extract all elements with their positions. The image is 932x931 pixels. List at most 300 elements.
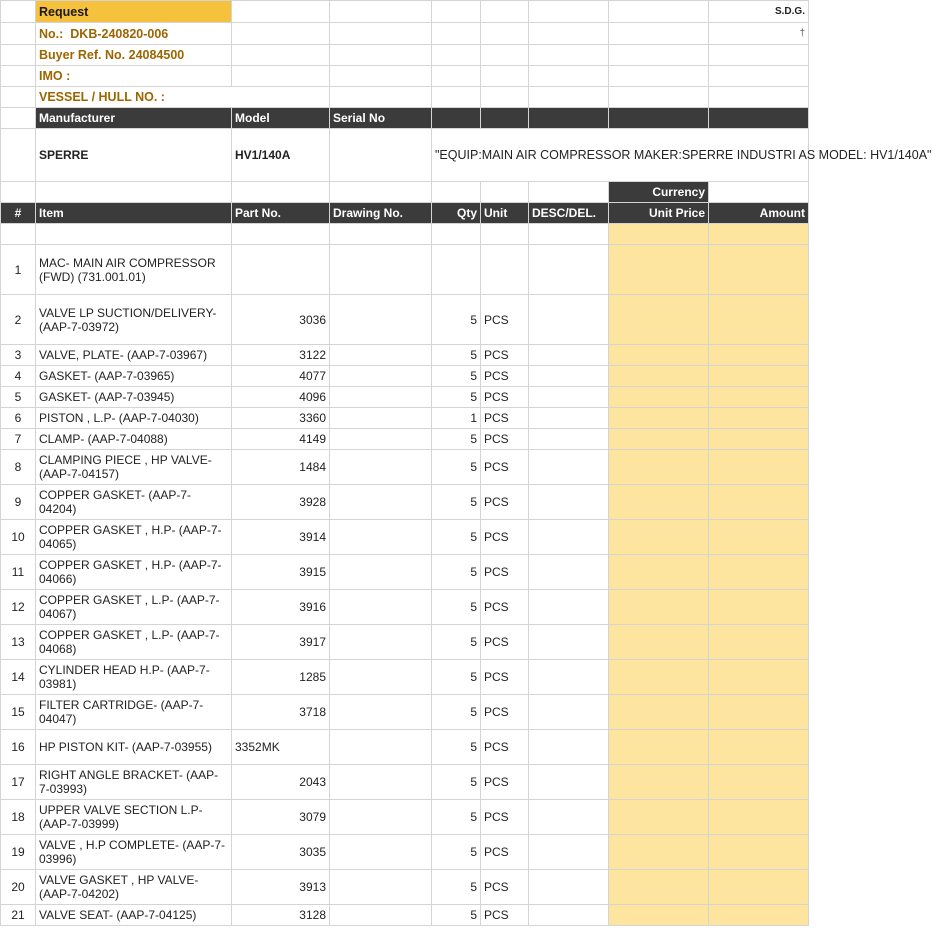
row-unit-price[interactable]: [609, 730, 709, 765]
dagger-mark[interactable]: †: [709, 23, 809, 45]
row-desc[interactable]: [529, 730, 609, 765]
row-amount[interactable]: [709, 429, 809, 450]
row-drawing-no[interactable]: [330, 345, 432, 366]
row-drawing-no[interactable]: [330, 695, 432, 730]
cell[interactable]: [330, 87, 432, 108]
cell[interactable]: [709, 87, 809, 108]
row-item[interactable]: CYLINDER HEAD H.P- (AAP-7-03981): [36, 660, 232, 695]
row-qty[interactable]: 1: [432, 408, 481, 429]
cell[interactable]: [1, 108, 36, 129]
model-value[interactable]: HV1/140A: [232, 129, 330, 182]
row-unit-price[interactable]: [609, 450, 709, 485]
table-row[interactable]: [1, 835, 809, 870]
row-part-no[interactable]: 3913: [232, 870, 330, 905]
row-num[interactable]: 15: [1, 695, 36, 730]
row-desc[interactable]: [529, 450, 609, 485]
row-amount[interactable]: [709, 520, 809, 555]
row-drawing-no[interactable]: [330, 295, 432, 345]
request-no-label: No.:: [39, 26, 64, 41]
row-unit-price[interactable]: [609, 485, 709, 520]
row-desc[interactable]: [529, 800, 609, 835]
row-amount[interactable]: [709, 590, 809, 625]
row-unit[interactable]: PCS: [481, 520, 529, 555]
row-part-no[interactable]: 3035: [232, 835, 330, 870]
cell[interactable]: [432, 23, 481, 45]
buyer-ref-value: 24084500: [128, 48, 185, 62]
row-item[interactable]: COPPER GASKET , L.P- (AAP-7-04068): [36, 625, 232, 660]
cell[interactable]: [529, 23, 609, 45]
cell[interactable]: [1, 45, 36, 66]
cell[interactable]: [481, 182, 529, 203]
row-qty[interactable]: 5: [432, 905, 481, 926]
request-no-value: DKB-240820-006: [70, 26, 169, 41]
row-qty[interactable]: 5: [432, 555, 481, 590]
cell[interactable]: [432, 45, 481, 66]
row-desc[interactable]: [529, 245, 609, 295]
table-row[interactable]: [1, 429, 809, 450]
request-title[interactable]: Request: [36, 1, 232, 23]
row-unit-price[interactable]: [609, 765, 709, 800]
row-qty[interactable]: 5: [432, 660, 481, 695]
header-cell[interactable]: [481, 108, 529, 129]
row-unit-price[interactable]: [609, 835, 709, 870]
cell[interactable]: [481, 87, 529, 108]
row-num[interactable]: 6: [1, 408, 36, 429]
row-drawing-no[interactable]: [330, 366, 432, 387]
row-num[interactable]: 21: [1, 905, 36, 926]
row-unit[interactable]: PCS: [481, 625, 529, 660]
row-drawing-no[interactable]: [330, 520, 432, 555]
row-unit-price[interactable]: [609, 555, 709, 590]
table-row[interactable]: [1, 485, 809, 520]
row-part-no[interactable]: 4149: [232, 429, 330, 450]
row-amount[interactable]: [709, 450, 809, 485]
table-row[interactable]: [1, 295, 809, 345]
row-part-no[interactable]: [232, 245, 330, 295]
cell[interactable]: [1, 23, 36, 45]
row-desc[interactable]: [529, 835, 609, 870]
row-unit-price[interactable]: [609, 295, 709, 345]
row-unit[interactable]: PCS: [481, 450, 529, 485]
cell[interactable]: [529, 182, 609, 203]
row-desc[interactable]: [529, 695, 609, 730]
cell[interactable]: [330, 66, 432, 87]
row-unit-price[interactable]: [609, 429, 709, 450]
col-desc-header[interactable]: DESC/DEL.: [529, 203, 609, 224]
row-drawing-no[interactable]: [330, 625, 432, 660]
table-row[interactable]: [1, 408, 809, 429]
row-unit[interactable]: [481, 245, 529, 295]
cell[interactable]: [232, 66, 330, 87]
row-desc[interactable]: [529, 555, 609, 590]
col-num-header[interactable]: #: [1, 203, 36, 224]
row-unit-price[interactable]: [609, 625, 709, 660]
row-num[interactable]: 16: [1, 730, 36, 765]
cell[interactable]: [1, 87, 36, 108]
row-qty[interactable]: 5: [432, 450, 481, 485]
cell[interactable]: [1, 1, 36, 23]
row-unit-price[interactable]: [609, 387, 709, 408]
row-qty[interactable]: 5: [432, 520, 481, 555]
table-row[interactable]: [1, 695, 809, 730]
row-part-no[interactable]: 4077: [232, 366, 330, 387]
col-item-header[interactable]: Item: [36, 203, 232, 224]
row-desc[interactable]: [529, 408, 609, 429]
row-item[interactable]: COPPER GASKET , H.P- (AAP-7-04066): [36, 555, 232, 590]
row-part-no[interactable]: 3718: [232, 695, 330, 730]
row-drawing-no[interactable]: [330, 660, 432, 695]
cell[interactable]: [529, 224, 609, 245]
row-part-no[interactable]: 2043: [232, 765, 330, 800]
row-drawing-no[interactable]: [330, 485, 432, 520]
row-unit-price[interactable]: [609, 695, 709, 730]
row-part-no[interactable]: 3360: [232, 408, 330, 429]
row-qty[interactable]: 5: [432, 429, 481, 450]
row-amount[interactable]: [709, 485, 809, 520]
col-drawing-no-header[interactable]: Drawing No.: [330, 203, 432, 224]
row-qty[interactable]: 5: [432, 590, 481, 625]
row-amount[interactable]: [709, 625, 809, 660]
table-row[interactable]: [1, 625, 809, 660]
header-cell[interactable]: [709, 108, 809, 129]
row-amount[interactable]: [709, 765, 809, 800]
row-unit-price[interactable]: [609, 245, 709, 295]
row-item[interactable]: PISTON , L.P- (AAP-7-04030): [36, 408, 232, 429]
row-unit[interactable]: PCS: [481, 366, 529, 387]
table-row[interactable]: [1, 366, 809, 387]
row-part-no[interactable]: 3928: [232, 485, 330, 520]
row-qty[interactable]: 5: [432, 366, 481, 387]
cell[interactable]: [232, 182, 330, 203]
cell[interactable]: [330, 23, 432, 45]
row-amount[interactable]: [709, 870, 809, 905]
row-item[interactable]: GASKET- (AAP-7-03965): [36, 366, 232, 387]
row-num[interactable]: 17: [1, 765, 36, 800]
table-row[interactable]: [1, 555, 809, 590]
cell[interactable]: [432, 182, 481, 203]
row-desc[interactable]: [529, 765, 609, 800]
table-row[interactable]: [1, 730, 809, 765]
row-qty[interactable]: 5: [432, 870, 481, 905]
cell[interactable]: [330, 224, 432, 245]
cell[interactable]: [529, 45, 609, 66]
vessel-label[interactable]: VESSEL / HULL NO. :: [36, 87, 330, 108]
cell[interactable]: [709, 45, 809, 66]
row-num[interactable]: 7: [1, 429, 36, 450]
row-part-no[interactable]: 3122: [232, 345, 330, 366]
row-desc[interactable]: [529, 520, 609, 555]
cell[interactable]: [330, 182, 432, 203]
row-desc[interactable]: [529, 905, 609, 926]
unit-price-cell[interactable]: [609, 224, 709, 245]
row-part-no[interactable]: 3917: [232, 625, 330, 660]
row-desc[interactable]: [529, 660, 609, 695]
row-qty[interactable]: 5: [432, 625, 481, 660]
row-part-no[interactable]: 1484: [232, 450, 330, 485]
row-qty[interactable]: 5: [432, 345, 481, 366]
table-row[interactable]: [1, 800, 809, 835]
row-item[interactable]: COPPER GASKET- (AAP-7-04204): [36, 485, 232, 520]
cell[interactable]: [232, 23, 330, 45]
row-item[interactable]: VALVE LP SUCTION/DELIVERY- (AAP-7-03972): [36, 295, 232, 345]
cell[interactable]: [529, 66, 609, 87]
col-unit-price-header[interactable]: Unit Price: [609, 203, 709, 224]
row-qty[interactable]: 5: [432, 765, 481, 800]
row-amount[interactable]: [709, 800, 809, 835]
row-unit[interactable]: PCS: [481, 485, 529, 520]
model-header[interactable]: Model: [232, 108, 330, 129]
row-unit-price[interactable]: [609, 905, 709, 926]
cell[interactable]: [709, 66, 809, 87]
row-item[interactable]: RIGHT ANGLE BRACKET- (AAP-7-03993): [36, 765, 232, 800]
request-no[interactable]: [36, 23, 232, 45]
row-num[interactable]: 5: [1, 387, 36, 408]
row-desc[interactable]: [529, 429, 609, 450]
cell[interactable]: [432, 87, 481, 108]
cell[interactable]: [432, 66, 481, 87]
col-part-no-header[interactable]: Part No.: [232, 203, 330, 224]
serial-value[interactable]: [330, 129, 432, 182]
cell[interactable]: [1, 66, 36, 87]
amount-cell[interactable]: [709, 224, 809, 245]
row-desc[interactable]: [529, 366, 609, 387]
row-drawing-no[interactable]: [330, 800, 432, 835]
row-item[interactable]: GASKET- (AAP-7-03945): [36, 387, 232, 408]
imo-label[interactable]: IMO :: [36, 66, 232, 87]
cell[interactable]: [232, 1, 330, 23]
row-num[interactable]: 10: [1, 520, 36, 555]
row-num[interactable]: 19: [1, 835, 36, 870]
header-cell[interactable]: [609, 108, 709, 129]
row-drawing-no[interactable]: [330, 730, 432, 765]
row-num[interactable]: 4: [1, 366, 36, 387]
table-row[interactable]: [1, 387, 809, 408]
row-item[interactable]: VALVE , H.P COMPLETE- (AAP-7-03996): [36, 835, 232, 870]
row-part-no[interactable]: 3079: [232, 800, 330, 835]
row-desc[interactable]: [529, 345, 609, 366]
cell[interactable]: [36, 224, 232, 245]
row-unit-price[interactable]: [609, 590, 709, 625]
serial-header[interactable]: Serial No: [330, 108, 432, 129]
row-unit-price[interactable]: [609, 870, 709, 905]
cell[interactable]: [609, 23, 709, 45]
row-unit[interactable]: PCS: [481, 800, 529, 835]
row-num[interactable]: 18: [1, 800, 36, 835]
row-amount[interactable]: [709, 245, 809, 295]
table-row[interactable]: [1, 590, 809, 625]
row-part-no[interactable]: 3036: [232, 295, 330, 345]
sdg-label[interactable]: S.D.G.: [709, 1, 809, 23]
cell[interactable]: [609, 45, 709, 66]
row-unit[interactable]: PCS: [481, 695, 529, 730]
row-item[interactable]: HP PISTON KIT- (AAP-7-03955): [36, 730, 232, 765]
cell[interactable]: [330, 1, 432, 23]
row-unit[interactable]: PCS: [481, 590, 529, 625]
cell[interactable]: [609, 66, 709, 87]
table-row[interactable]: [1, 765, 809, 800]
row-qty[interactable]: 5: [432, 730, 481, 765]
row-part-no[interactable]: 3128: [232, 905, 330, 926]
row-qty[interactable]: 5: [432, 387, 481, 408]
cell[interactable]: [232, 45, 330, 66]
row-drawing-no[interactable]: [330, 870, 432, 905]
row-num[interactable]: 11: [1, 555, 36, 590]
cell[interactable]: [232, 224, 330, 245]
row-unit-price[interactable]: [609, 408, 709, 429]
row-unit[interactable]: PCS: [481, 905, 529, 926]
header-cell[interactable]: [529, 108, 609, 129]
equipment-description[interactable]: "EQUIP:MAIN AIR COMPRESSOR MAKER:SPERRE INDUSTRI AS MODEL: HV1/140A": [432, 129, 809, 182]
col-qty-header[interactable]: Qty: [432, 203, 481, 224]
row-unit[interactable]: PCS: [481, 660, 529, 695]
row-item[interactable]: UPPER VALVE SECTION L.P- (AAP-7-03999): [36, 800, 232, 835]
currency-label[interactable]: Currency: [609, 182, 709, 203]
row-amount[interactable]: [709, 695, 809, 730]
row-item[interactable]: COPPER GASKET , L.P- (AAP-7-04067): [36, 590, 232, 625]
row-drawing-no[interactable]: [330, 387, 432, 408]
row-unit[interactable]: PCS: [481, 387, 529, 408]
row-num[interactable]: 9: [1, 485, 36, 520]
row-unit[interactable]: PCS: [481, 429, 529, 450]
row-unit-price[interactable]: [609, 366, 709, 387]
row-amount[interactable]: [709, 387, 809, 408]
row-drawing-no[interactable]: [330, 245, 432, 295]
row-unit-price[interactable]: [609, 660, 709, 695]
row-amount[interactable]: [709, 660, 809, 695]
row-unit[interactable]: PCS: [481, 870, 529, 905]
row-qty[interactable]: 5: [432, 835, 481, 870]
row-qty[interactable]: 5: [432, 485, 481, 520]
row-part-no[interactable]: 3916: [232, 590, 330, 625]
row-item[interactable]: COPPER GASKET , H.P- (AAP-7-04065): [36, 520, 232, 555]
cell[interactable]: [609, 87, 709, 108]
row-part-no[interactable]: 1285: [232, 660, 330, 695]
cell[interactable]: [529, 87, 609, 108]
row-unit-price[interactable]: [609, 800, 709, 835]
row-item[interactable]: MAC- MAIN AIR COMPRESSOR (FWD) (731.001.01): [36, 245, 232, 295]
buyer-ref[interactable]: [36, 45, 232, 66]
row-drawing-no[interactable]: [330, 835, 432, 870]
row-drawing-no[interactable]: [330, 905, 432, 926]
row-part-no[interactable]: 4096: [232, 387, 330, 408]
row-unit-price[interactable]: [609, 345, 709, 366]
row-part-no[interactable]: 3914: [232, 520, 330, 555]
cell[interactable]: [481, 1, 529, 23]
cell[interactable]: [432, 1, 481, 23]
manufacturer-value[interactable]: SPERRE: [36, 129, 232, 182]
buyer-ref-label: Buyer Ref. No.: [39, 48, 126, 62]
cell[interactable]: [1, 182, 36, 203]
row-drawing-no[interactable]: [330, 765, 432, 800]
row-qty[interactable]: 5: [432, 695, 481, 730]
row-unit[interactable]: PCS: [481, 295, 529, 345]
row-amount[interactable]: [709, 366, 809, 387]
table-row[interactable]: [1, 870, 809, 905]
row-qty[interactable]: 5: [432, 800, 481, 835]
row-part-no[interactable]: 3915: [232, 555, 330, 590]
row-item[interactable]: CLAMPING PIECE , HP VALVE- (AAP-7-04157): [36, 450, 232, 485]
cell[interactable]: [481, 66, 529, 87]
header-cell[interactable]: [432, 108, 481, 129]
row-desc[interactable]: [529, 295, 609, 345]
manufacturer-header[interactable]: Manufacturer: [36, 108, 232, 129]
row-amount[interactable]: [709, 345, 809, 366]
cell[interactable]: [432, 224, 481, 245]
row-desc[interactable]: [529, 485, 609, 520]
row-item[interactable]: VALVE SEAT- (AAP-7-04125): [36, 905, 232, 926]
table-row[interactable]: [1, 345, 809, 366]
row-drawing-no[interactable]: [330, 555, 432, 590]
row-desc[interactable]: [529, 387, 609, 408]
row-desc[interactable]: [529, 590, 609, 625]
col-unit-header[interactable]: Unit: [481, 203, 529, 224]
row-num[interactable]: 8: [1, 450, 36, 485]
row-drawing-no[interactable]: [330, 429, 432, 450]
row-num[interactable]: 20: [1, 870, 36, 905]
row-qty[interactable]: [432, 245, 481, 295]
cell[interactable]: [609, 1, 709, 23]
row-num[interactable]: 2: [1, 295, 36, 345]
row-unit[interactable]: PCS: [481, 555, 529, 590]
table-row[interactable]: [1, 245, 809, 295]
cell[interactable]: [481, 23, 529, 45]
row-qty[interactable]: 5: [432, 295, 481, 345]
row-item[interactable]: FILTER CARTRIDGE- (AAP-7-04047): [36, 695, 232, 730]
row-item[interactable]: VALVE GASKET , HP VALVE- (AAP-7-04202): [36, 870, 232, 905]
row-drawing-no[interactable]: [330, 450, 432, 485]
row-unit[interactable]: PCS: [481, 408, 529, 429]
row-drawing-no[interactable]: [330, 590, 432, 625]
cell[interactable]: [481, 45, 529, 66]
row-amount[interactable]: [709, 295, 809, 345]
row-amount[interactable]: [709, 835, 809, 870]
col-amount-header[interactable]: Amount: [709, 203, 809, 224]
row-amount[interactable]: [709, 905, 809, 926]
currency-value[interactable]: [709, 182, 809, 203]
row-drawing-no[interactable]: [330, 408, 432, 429]
row-item[interactable]: VALVE, PLATE- (AAP-7-03967): [36, 345, 232, 366]
row-item[interactable]: CLAMP- (AAP-7-04088): [36, 429, 232, 450]
table-row[interactable]: [1, 905, 809, 926]
row-desc[interactable]: [529, 625, 609, 660]
cell[interactable]: [36, 182, 232, 203]
cell[interactable]: [1, 224, 36, 245]
row-amount[interactable]: [709, 730, 809, 765]
item-rows: [1, 245, 809, 926]
row-amount[interactable]: [709, 408, 809, 429]
cell[interactable]: [481, 224, 529, 245]
row-unit[interactable]: PCS: [481, 730, 529, 765]
table-row[interactable]: [1, 450, 809, 485]
row-unit[interactable]: PCS: [481, 345, 529, 366]
row-unit-price[interactable]: [609, 520, 709, 555]
row-num[interactable]: 12: [1, 590, 36, 625]
cell[interactable]: [330, 45, 432, 66]
row-num[interactable]: 13: [1, 625, 36, 660]
cell[interactable]: [1, 129, 36, 182]
row-desc[interactable]: [529, 870, 609, 905]
row-num[interactable]: 14: [1, 660, 36, 695]
table-row[interactable]: [1, 660, 809, 695]
row-unit[interactable]: PCS: [481, 835, 529, 870]
row-unit[interactable]: PCS: [481, 765, 529, 800]
table-row[interactable]: [1, 520, 809, 555]
cell[interactable]: [529, 1, 609, 23]
row-num[interactable]: 3: [1, 345, 36, 366]
row-part-no[interactable]: 3352MK: [232, 730, 330, 765]
row-num[interactable]: 1: [1, 245, 36, 295]
row-amount[interactable]: [709, 555, 809, 590]
